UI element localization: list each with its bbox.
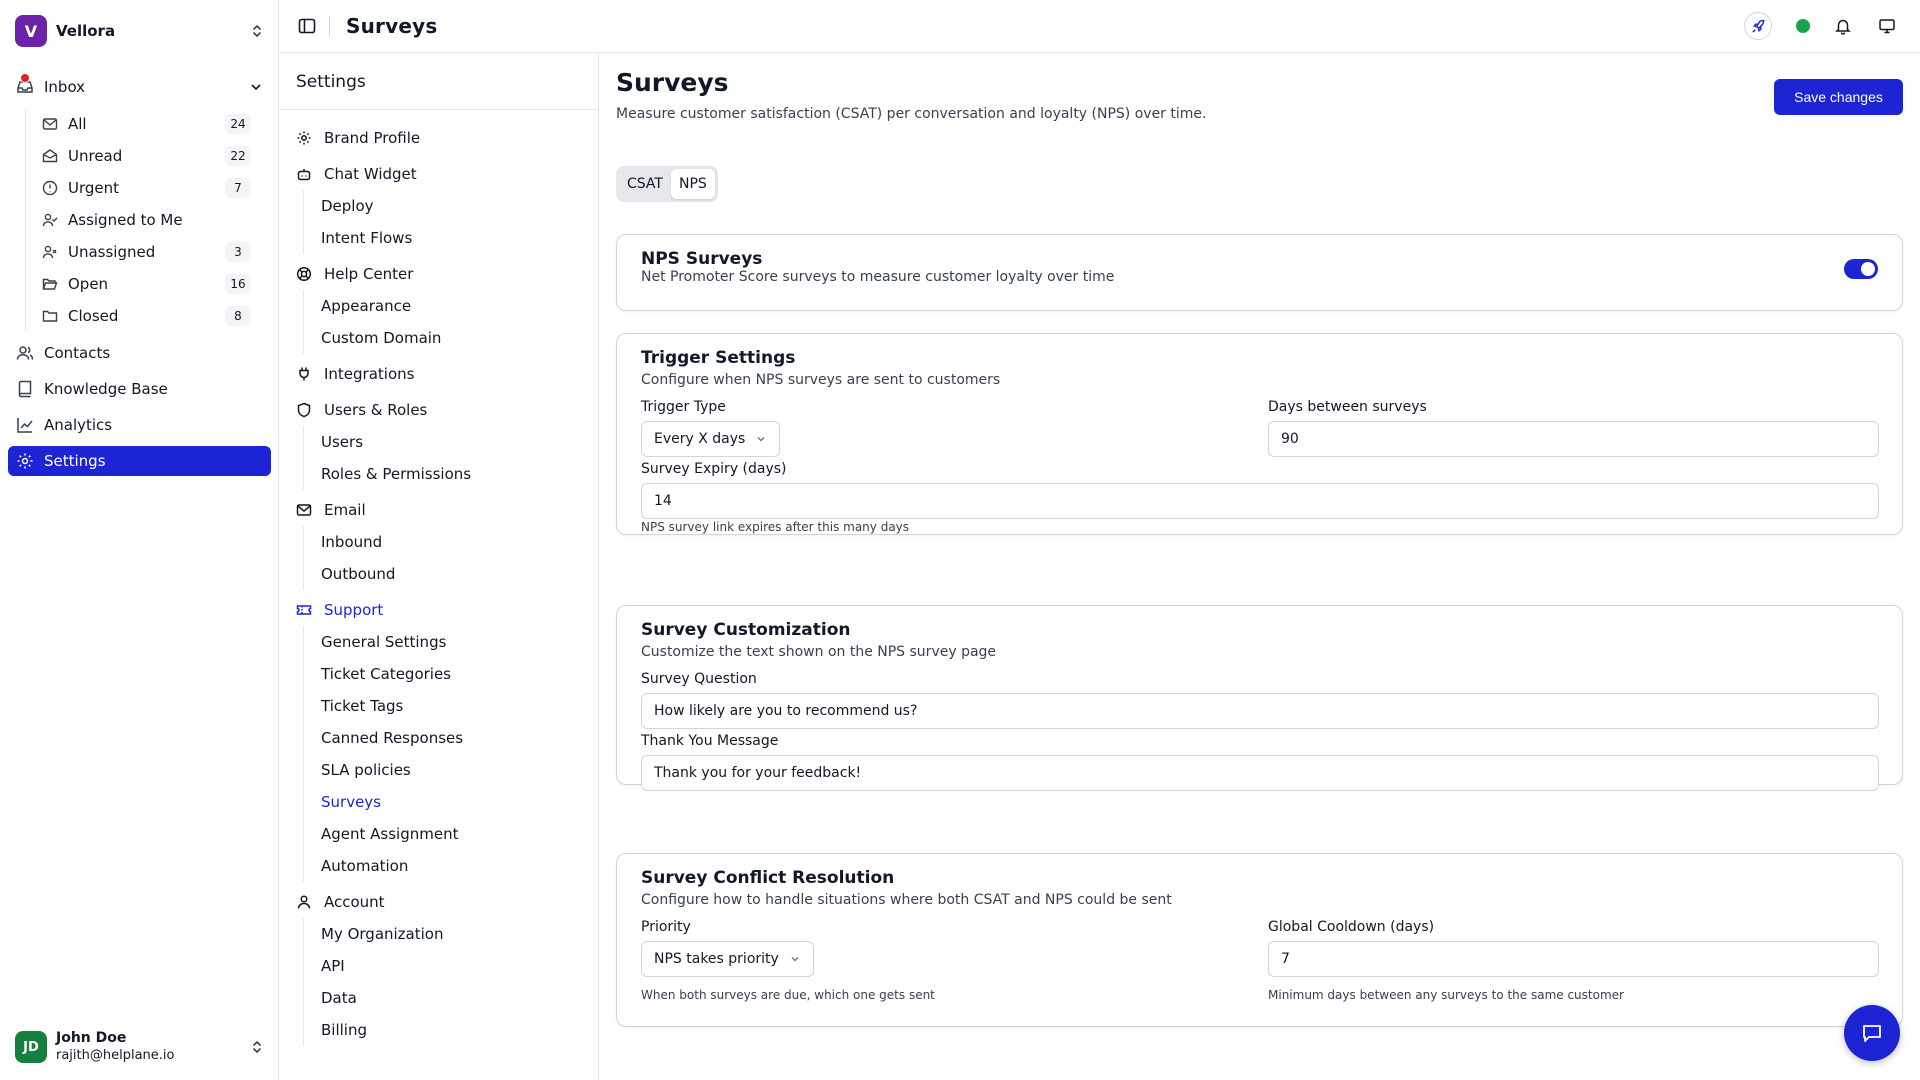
settings-item-users-roles[interactable] (296, 394, 598, 426)
settings-sub-automation[interactable]: Automation (321, 857, 409, 875)
inbox-unassigned[interactable] (34, 236, 271, 268)
settings-sublist (303, 290, 598, 354)
user-check-icon (42, 212, 58, 228)
chevron-down-icon (249, 80, 263, 94)
settings-sub-ticket-categories[interactable]: Ticket Categories (321, 665, 451, 683)
settings-sub-agent-assignment[interactable]: Agent Assignment (321, 825, 459, 843)
inbox-urgent-label: Urgent (68, 179, 120, 197)
settings-item-chat-widget[interactable] (296, 158, 598, 190)
settings-nav (280, 54, 599, 1080)
user-email: rajith@helplane.io (56, 1048, 175, 1063)
settings-sublist (303, 626, 598, 882)
settings-sub-sla-policies[interactable]: SLA policies (321, 761, 411, 779)
days-between-input[interactable]: 90 (1268, 421, 1879, 457)
card-description: Configure when NPS surveys are sent to customers (641, 372, 1001, 388)
user-name: John Doe (56, 1030, 127, 1046)
nav-contacts-label: Contacts (44, 344, 111, 362)
inbox-unread-label: Unread (68, 147, 123, 165)
header-actions (1744, 12, 1898, 40)
settings-sub-my-organization[interactable]: My Organization (321, 925, 444, 943)
nav-inbox[interactable] (8, 72, 271, 102)
survey-type-tabs (616, 166, 718, 202)
card-title: NPS Surveys (641, 249, 763, 269)
chevron-down-icon (755, 433, 767, 445)
panel-toggle-icon[interactable] (297, 16, 317, 36)
line-chart-icon (16, 416, 34, 434)
count-badge: 16 (225, 274, 251, 294)
settings-sub-general-settings[interactable]: General Settings (321, 633, 447, 651)
settings-item-email[interactable] (296, 494, 598, 526)
rocket-icon (1751, 19, 1766, 34)
chevrons-up-down-icon (249, 1039, 265, 1055)
days-between-label: Days between surveys (1268, 399, 1427, 415)
card-description: Net Promoter Score surveys to measure customer loyalty over time (641, 269, 1115, 285)
settings-group-users-roles (296, 394, 598, 490)
settings-item-brand-profile[interactable] (296, 122, 598, 154)
header-divider (329, 16, 330, 36)
settings-item-integrations[interactable] (296, 358, 598, 390)
nav-contacts[interactable] (8, 338, 271, 368)
main-nav (8, 72, 271, 482)
shield-icon (296, 402, 312, 418)
settings-sub-outbound[interactable]: Outbound (321, 565, 396, 583)
user-icon (296, 894, 312, 910)
book-icon (16, 380, 34, 398)
workspace-name: Vellora (56, 22, 116, 40)
user-x-icon (42, 244, 58, 260)
gear-icon (296, 130, 312, 146)
tab-csat[interactable]: CSAT (627, 176, 663, 192)
nav-analytics[interactable] (8, 410, 271, 440)
settings-item-label: Users & Roles (324, 401, 428, 419)
settings-sub-surveys[interactable]: Surveys (321, 793, 381, 811)
ticket-icon (296, 602, 312, 618)
thank-you-label: Thank You Message (641, 733, 779, 749)
global-cooldown-hint: Minimum days between any surveys to the same customer (1268, 988, 1624, 1002)
settings-sub-deploy[interactable]: Deploy (321, 197, 374, 215)
settings-item-label: Account (324, 893, 385, 911)
inbox-unread[interactable] (34, 140, 271, 172)
avatar: JD (15, 1031, 47, 1063)
settings-sub-billing[interactable]: Billing (321, 1021, 367, 1039)
nav-knowledge-base-label: Knowledge Base (44, 380, 168, 398)
trigger-type-select[interactable] (641, 421, 780, 457)
card-title: Survey Customization (641, 620, 851, 640)
mail-icon (42, 116, 58, 132)
settings-sub-appearance[interactable]: Appearance (321, 297, 412, 315)
trigger-type-label: Trigger Type (641, 399, 726, 415)
settings-item-label: Integrations (324, 365, 415, 383)
thank-you-input[interactable]: Thank you for your feedback! (641, 755, 1879, 791)
survey-question-label: Survey Question (641, 671, 757, 687)
inbox-unassigned-label: Unassigned (68, 243, 156, 261)
display-button[interactable] (1876, 15, 1898, 37)
settings-sub-inbound[interactable]: Inbound (321, 533, 383, 551)
inbox-all-label: All (68, 115, 87, 133)
count-badge: 8 (225, 306, 251, 326)
settings-item-label: Chat Widget (324, 165, 417, 183)
inbox-icon (16, 78, 34, 96)
chat-bubble-icon (1860, 1021, 1884, 1045)
settings-sub-custom-domain[interactable]: Custom Domain (321, 329, 442, 347)
inbox-assigned-label: Assigned to Me (68, 211, 183, 229)
inbox-open-label: Open (68, 275, 109, 293)
global-cooldown-input[interactable]: 7 (1268, 941, 1879, 977)
settings-item-label: Email (324, 501, 366, 519)
count-badge: 22 (225, 146, 251, 166)
nav-inbox-label: Inbox (44, 78, 86, 96)
workspace-switcher[interactable] (15, 14, 265, 48)
inbox-sublist (25, 108, 271, 332)
chevron-down-icon (789, 953, 801, 965)
priority-label: Priority (641, 919, 691, 935)
settings-sublist (303, 918, 598, 1046)
settings-group-account (296, 886, 598, 1046)
settings-item-label: Brand Profile (324, 129, 421, 147)
rocket-button[interactable] (1744, 12, 1772, 40)
survey-expiry-label: Survey Expiry (days) (641, 461, 787, 477)
notifications-button[interactable] (1832, 15, 1854, 37)
surveys-main (600, 54, 1920, 1080)
nps-enabled-toggle[interactable] (1844, 259, 1878, 279)
inbox-closed[interactable] (34, 300, 271, 332)
settings-group-integrations (296, 358, 598, 390)
settings-group-support (296, 594, 598, 882)
settings-sub-data[interactable]: Data (321, 989, 357, 1007)
inbox-urgent[interactable] (34, 172, 271, 204)
chat-launcher-button[interactable] (1844, 1005, 1900, 1061)
card-title: Survey Conflict Resolution (641, 868, 895, 888)
settings-group-chat-widget (296, 158, 598, 254)
trigger-settings-card (616, 333, 1903, 535)
user-menu[interactable] (15, 1030, 265, 1064)
nps-surveys-card (616, 234, 1903, 311)
count-badge: 3 (225, 242, 251, 262)
survey-customization-card (616, 605, 1903, 785)
content-title: Surveys (616, 68, 729, 97)
bot-icon (296, 166, 312, 182)
toggle-knob (1861, 262, 1875, 276)
user-info (56, 1030, 249, 1064)
card-description: Configure how to handle situations where both CSAT and NPS could be sent (641, 892, 1172, 908)
settings-sub-users[interactable]: Users (321, 433, 364, 451)
settings-item-account[interactable] (296, 886, 598, 918)
settings-sub-roles-permissions[interactable]: Roles & Permissions (321, 465, 472, 483)
conflict-resolution-card (616, 853, 1903, 1027)
trigger-type-value: Every X days (654, 431, 746, 447)
settings-nav-title: Settings (280, 54, 598, 110)
content-subtitle: Measure customer satisfaction (CSAT) per conversation and loyalty (NPS) over time. (616, 106, 1207, 122)
workspace-logo: V (15, 15, 47, 47)
life-buoy-icon (296, 266, 312, 282)
inbox-all[interactable] (34, 108, 271, 140)
settings-sub-canned-responses[interactable]: Canned Responses (321, 729, 464, 747)
settings-sub-ticket-tags[interactable]: Ticket Tags (321, 697, 404, 715)
plug-icon (296, 366, 312, 382)
alert-circle-icon (42, 180, 58, 196)
mail-open-icon (42, 148, 58, 164)
settings-item-support[interactable] (296, 594, 598, 626)
chevrons-up-down-icon (249, 23, 265, 39)
inbox-assigned-to-me[interactable] (34, 204, 271, 236)
count-badge: 7 (225, 178, 251, 198)
priority-select[interactable] (641, 941, 814, 977)
tab-nps[interactable]: NPS (671, 169, 715, 199)
folder-icon (42, 308, 58, 324)
settings-item-label: Help Center (324, 265, 414, 283)
settings-group-help-center (296, 258, 598, 354)
card-title: Trigger Settings (641, 348, 796, 368)
survey-question-input[interactable]: How likely are you to recommend us? (641, 693, 1879, 729)
top-header (280, 0, 1920, 53)
settings-item-label: Support (324, 601, 384, 619)
nav-settings-label: Settings (44, 452, 106, 470)
settings-sublist (303, 426, 598, 490)
priority-hint: When both surveys are due, which one gets sent (641, 988, 935, 1002)
settings-sub-api[interactable]: API (321, 957, 345, 975)
settings-group-email (296, 494, 598, 590)
save-changes-button[interactable]: Save changes (1774, 79, 1903, 115)
settings-item-help-center[interactable] (296, 258, 598, 290)
bell-icon (1834, 17, 1852, 35)
monitor-icon (1878, 17, 1896, 35)
global-cooldown-label: Global Cooldown (days) (1268, 919, 1435, 935)
online-status-indicator[interactable] (1796, 19, 1810, 33)
users-icon (16, 344, 34, 362)
gear-icon (16, 452, 34, 470)
inbox-open[interactable] (34, 268, 271, 300)
nav-analytics-label: Analytics (44, 416, 113, 434)
survey-expiry-input[interactable]: 14 (641, 483, 1879, 519)
mail-icon (296, 502, 312, 518)
settings-sub-intent-flows[interactable]: Intent Flows (321, 229, 413, 247)
settings-sublist (303, 526, 598, 590)
priority-value: NPS takes priority (654, 951, 779, 967)
survey-expiry-hint: NPS survey link expires after this many days (641, 520, 910, 534)
page-title: Surveys (346, 14, 438, 38)
settings-nav-body (280, 110, 598, 1046)
folder-open-icon (42, 276, 58, 292)
notification-dot (20, 73, 30, 83)
app-sidebar (0, 0, 279, 1080)
settings-sublist (303, 190, 598, 254)
count-badge: 24 (225, 114, 251, 134)
nav-knowledge-base[interactable] (8, 374, 271, 404)
inbox-closed-label: Closed (68, 307, 119, 325)
nav-settings[interactable] (8, 446, 271, 476)
settings-group-brand-profile (296, 122, 598, 154)
card-description: Customize the text shown on the NPS survey page (641, 644, 997, 660)
